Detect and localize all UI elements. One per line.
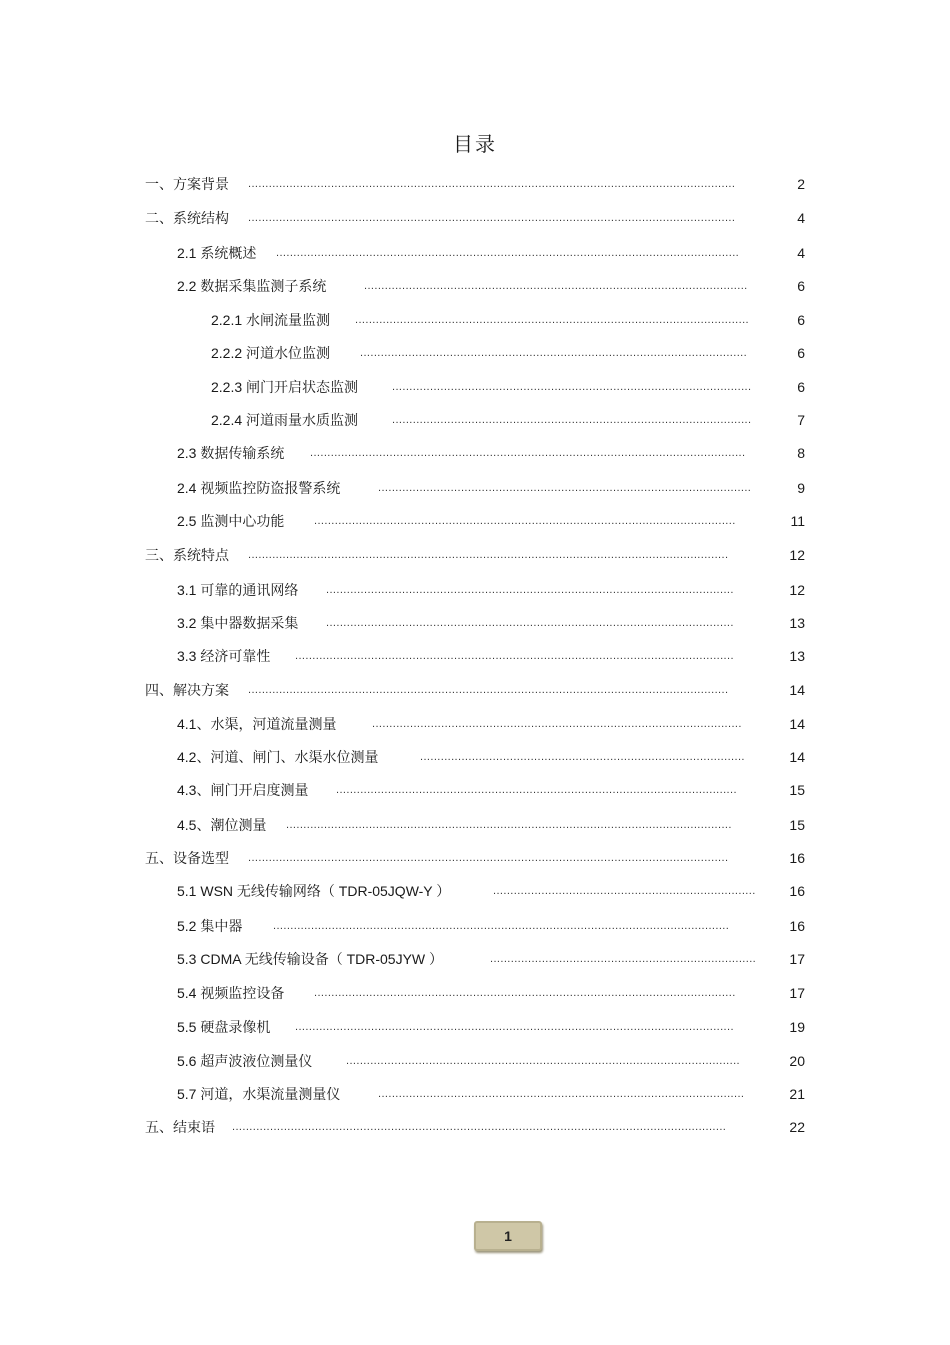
toc-entry-page: 16 <box>789 883 805 899</box>
toc-entry-page: 16 <box>789 850 805 866</box>
dot-leader: .................................................................................................................. <box>355 314 750 326</box>
toc-entry-page: 13 <box>789 615 805 631</box>
toc-entry-page: 15 <box>789 782 805 798</box>
toc-entry[interactable] <box>0 983 950 1003</box>
toc-entry-page: 7 <box>797 412 805 428</box>
dot-leader: .......................................................................................................................... <box>314 987 736 999</box>
toc-entry[interactable] <box>0 343 950 363</box>
dot-leader: ............................................................................................................................................. <box>248 212 736 224</box>
toc-entry-label: 4.5、潮位测量 <box>177 817 267 833</box>
dot-leader: ........................................................................................................... <box>372 718 742 730</box>
toc-entry-page: 13 <box>789 648 805 664</box>
toc-title: 目录 <box>453 132 497 156</box>
dot-leader: .............................................................................................. <box>420 751 745 763</box>
toc-entry[interactable] <box>0 377 950 397</box>
toc-entry[interactable] <box>0 1084 950 1104</box>
toc-entry-page: 2 <box>797 176 805 192</box>
toc-entry[interactable] <box>0 680 950 700</box>
page-number-badge: 1 <box>474 1221 542 1251</box>
toc-entry-label: 2.4 视频监控防盗报警系统 <box>177 480 341 496</box>
toc-entry-label: 4.2、河道、闸门、水渠水位测量 <box>177 749 379 765</box>
toc-entry-label: 2.1 系统概述 <box>177 245 257 261</box>
toc-entry-label: 5.5 硬盘录像机 <box>177 1019 271 1035</box>
toc-entry[interactable] <box>0 276 950 296</box>
dot-leader: .................................................................................................................... <box>336 784 737 796</box>
dot-leader: ............................................................................ <box>493 885 756 897</box>
toc-entry-label: 二、系统结构 <box>145 210 229 226</box>
toc-entry[interactable] <box>0 848 950 868</box>
toc-entry[interactable] <box>0 1017 950 1037</box>
toc-entry-label: 4.3、闸门开启度测量 <box>177 782 309 798</box>
toc-entry-page: 4 <box>797 210 805 226</box>
dot-leader: ................................................................................................................ <box>360 347 748 359</box>
toc-entry-label: 2.2.4 河道雨量水质监测 <box>211 412 359 428</box>
dot-leader: ............................................................................................................................... <box>295 1021 734 1033</box>
dot-leader: .............................................................................................................................. <box>310 447 746 459</box>
toc-entry[interactable] <box>0 1117 950 1137</box>
toc-entry-label: 5.7 河道，水渠流量测量仪 <box>177 1086 341 1102</box>
toc-entry-page: 19 <box>789 1019 805 1035</box>
toc-entry-page: 6 <box>797 379 805 395</box>
toc-entry-label: 3.3 经济可靠性 <box>177 648 271 664</box>
toc-entry-label: 5.1 WSN 无线传输网络（ TDR-05JQW-Y ） <box>177 883 451 899</box>
toc-entry-page: 14 <box>789 716 805 732</box>
toc-entry-label: 3.2 集中器数据采集 <box>177 615 299 631</box>
dot-leader: ............................................................................................................................................... <box>232 1121 727 1133</box>
toc-entry[interactable] <box>0 545 950 565</box>
toc-entry-page: 12 <box>789 547 805 563</box>
toc-entry-label: 2.2.2 河道水位监测 <box>211 345 331 361</box>
toc-entry-label: 5.4 视频监控设备 <box>177 985 285 1001</box>
toc-entry-label: 四、解决方案 <box>145 682 229 698</box>
dot-leader: ............................................................................................................................................. <box>248 178 736 190</box>
toc-entry[interactable] <box>0 511 950 531</box>
toc-entry-page: 21 <box>789 1086 805 1102</box>
toc-entry-label: 2.2.3 闸门开启状态监测 <box>211 379 359 395</box>
toc-entry[interactable] <box>0 613 950 633</box>
toc-entry-page: 9 <box>797 480 805 496</box>
toc-entry-page: 17 <box>789 985 805 1001</box>
dot-leader: ........................................................................................................................................... <box>248 852 729 864</box>
toc-entry-label: 4.1、水渠，河道流量测量 <box>177 716 337 732</box>
toc-entry-label: 2.2 数据采集监测子系统 <box>177 278 327 294</box>
toc-entry-label: 三、系统特点 <box>145 547 229 563</box>
toc-entry-page: 22 <box>789 1119 805 1135</box>
toc-entry[interactable] <box>0 443 950 463</box>
toc-entry-page: 12 <box>789 582 805 598</box>
toc-entry[interactable] <box>0 646 950 666</box>
dot-leader: .......................................................................................................... <box>378 1088 745 1100</box>
dot-leader: ........................................................................................................ <box>392 381 752 393</box>
toc-entry-page: 6 <box>797 345 805 361</box>
toc-entry-page: 11 <box>790 513 805 529</box>
toc-entry[interactable] <box>0 410 950 430</box>
dot-leader: ................................................................................................................................. <box>286 819 732 831</box>
dot-leader: ............................................................................................................ <box>378 482 752 494</box>
dot-leader: .......................................................................................................................... <box>314 515 736 527</box>
toc-entry-page: 20 <box>789 1053 805 1069</box>
toc-entry[interactable] <box>0 310 950 330</box>
dot-leader: ...................................................................................................................... <box>326 617 734 629</box>
toc-entry[interactable] <box>0 208 950 228</box>
dot-leader: ...................................................................................................................... <box>326 584 734 596</box>
toc-entry-page: 17 <box>789 951 805 967</box>
toc-entry-page: 6 <box>797 278 805 294</box>
toc-entry-label: 2.2.1 水闸流量监测 <box>211 312 331 328</box>
toc-entry[interactable] <box>0 747 950 767</box>
toc-entry[interactable] <box>0 1051 950 1071</box>
toc-entry-label: 5.3 CDMA 无线传输设备（ TDR-05JYW ） <box>177 951 444 967</box>
toc-entry[interactable] <box>0 815 950 835</box>
toc-entry-label: 3.1 可靠的通讯网络 <box>177 582 299 598</box>
toc-entry[interactable] <box>0 881 950 901</box>
toc-entry-label: 2.3 数据传输系统 <box>177 445 285 461</box>
toc-entry[interactable] <box>0 478 950 498</box>
toc-entry-page: 4 <box>797 245 805 261</box>
toc-entry-page: 14 <box>789 682 805 698</box>
dot-leader: .................................................................................................................................... <box>273 920 730 932</box>
toc-entry-page: 16 <box>789 918 805 934</box>
toc-entry-label: 5.6 超声波液位测量仪 <box>177 1053 313 1069</box>
dot-leader: ............................................................................................................................... <box>295 650 734 662</box>
dot-leader: ........................................................................................................ <box>392 414 752 426</box>
toc-entry[interactable] <box>0 243 950 263</box>
toc-entry-page: 14 <box>789 749 805 765</box>
toc-entry[interactable] <box>0 780 950 800</box>
toc-entry-label: 五、设备选型 <box>145 850 229 866</box>
toc-entry-label: 2.5 监测中心功能 <box>177 513 285 529</box>
toc-entry-page: 8 <box>797 445 805 461</box>
toc-entry-label: 5.2 集中器 <box>177 918 243 934</box>
dot-leader: ........................................................................................................................................... <box>248 549 729 561</box>
dot-leader: ...................................................................................................................................... <box>276 247 740 259</box>
dot-leader: .................................................................................................................. <box>346 1055 741 1067</box>
toc-entry[interactable] <box>0 174 950 194</box>
toc-entry-page: 15 <box>789 817 805 833</box>
toc-entry[interactable] <box>0 916 950 936</box>
toc-entry-page: 6 <box>797 312 805 328</box>
dot-leader: ........................................................................................................................................... <box>248 684 729 696</box>
toc-entry-label: 五、结束语 <box>145 1119 215 1135</box>
toc-entry[interactable] <box>0 580 950 600</box>
dot-leader: ............................................................................. <box>490 953 757 965</box>
dot-leader: ............................................................................................................... <box>364 280 748 292</box>
toc-entry[interactable] <box>0 949 950 969</box>
toc-entry[interactable] <box>0 714 950 734</box>
toc-entry-label: 一、方案背景 <box>145 176 229 192</box>
